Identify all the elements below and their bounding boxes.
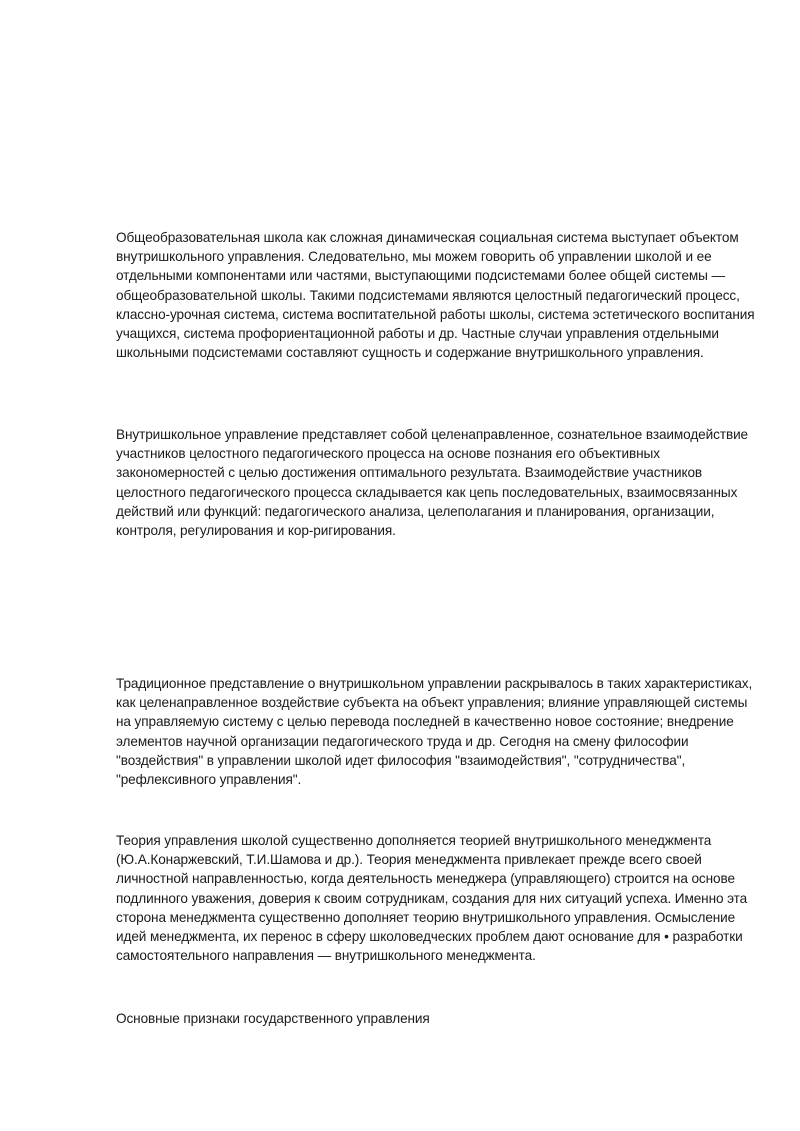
- paragraph-state-management-heading: Основные признаки государственного управления: [116, 1011, 430, 1026]
- paragraph-management-theory: Теория управления школой существенно дополняется теорией внутришкольного менеджмента (Ю.А.Конаржевский, Т.И.Шамова и др.). Теория менеджмента привлекает прежде всего своей личностной направленностью, когда деятельность менеджера (управляющего) строится на основе подлинного уважения, доверия к своим сотрудникам, создания для них ситуаций успеха. Именно эта сторона менеджмента существенно дополняет теорию внутришкольного управления. Осмысление идей менеджмента, их перенос в сферу школоведческих проблем дают основание для • разработки самостоятельного направления — внутришкольного менеджмента.: [116, 833, 748, 964]
- paragraph-traditional-view: Традиционное представление о внутришкольном управлении раскрывалось в таких характеристиках, как целенаправленное воздействие субъекта на объект управления; влияние управляющей системы на управляемую систему с целью перевода последней в качественно новое состояние; внедрение элементов научной организации педагогического труда и др. Сегодня на смену философии "воздействия" в управлении школой идет философия "взаимодействия", "сотрудничества", "рефлексивного управления".: [116, 676, 753, 788]
- paragraph-intraschool-management: Внутришкольное управление представляет собой целенаправленное, сознательное взаимодействие участников целостного педагогического процесса на основе познания его объективных закономерностей с целью достижения оптимального результата. Взаимодействие участников целостного педагогического процесса складывается как цепь последовательных, взаимосвязанных действий или функций: педагогического анализа, целеполагания и планирования, организации, контроля, регулирования и кор-ригирования.: [116, 427, 749, 539]
- paragraph-school-as-system: Общеобразовательная школа как сложная динамическая социальная система выступает объектом внутришкольного управления. Следовательно, мы можем говорить об управлении школой и ее отдельными компонентами или частями, выступающими подсистемами более общей системы — общеобразовательной школы. Такими подсистемами являются целостный педагогический процесс, классно-урочная система, система воспитательной работы школы, система эстетического воспитания учащихся, система профориентационной работы и др. Частные случаи управления отдельными школьными подсистемами составляют сущность и содержание внутришкольного управления.: [116, 230, 755, 361]
